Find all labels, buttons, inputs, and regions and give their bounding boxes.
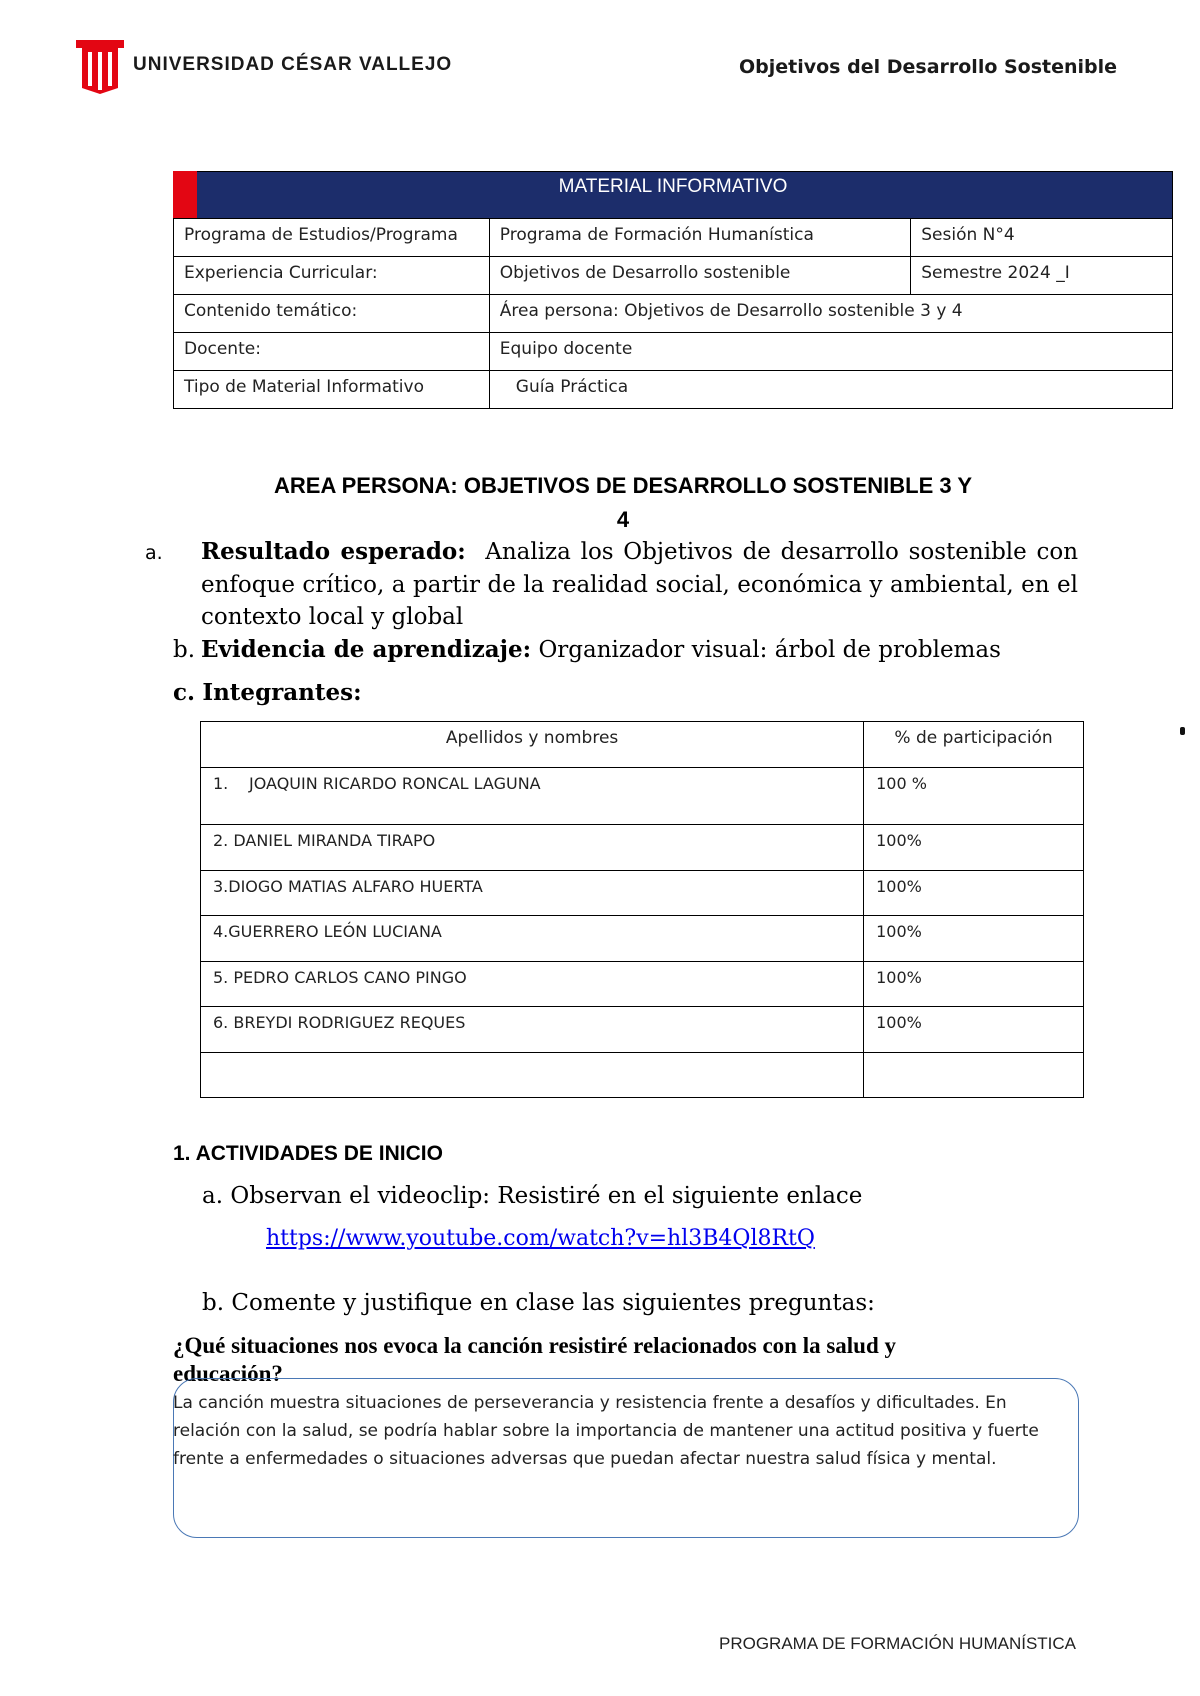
info-row xyxy=(174,333,1173,371)
item-b: b. Evidencia de aprendizaje: Organizador visual: árbol de problemas xyxy=(173,636,1001,663)
member-pct: 100% xyxy=(864,916,1084,962)
member-pct: 100 % xyxy=(864,768,1084,825)
info-label: Tipo de Material Informativo xyxy=(174,371,490,409)
info-label: Contenido temático: xyxy=(174,295,490,333)
member-pct: 100% xyxy=(864,871,1084,916)
info-row xyxy=(174,295,1173,333)
header-names: Apellidos y nombres xyxy=(201,722,864,768)
info-extra: Sesión N°4 xyxy=(911,219,1173,257)
members-header-row xyxy=(201,722,1084,768)
info-label: Programa de Estudios/Programa xyxy=(174,219,490,257)
info-table-heading: MATERIAL INFORMATIVO xyxy=(174,172,1173,219)
member-name: 2. DANIEL MIRANDA TIRAPO xyxy=(201,825,864,871)
member-name: 4.GUERRERO LEÓN LUCIANA xyxy=(201,916,864,962)
footer-text: PROGRAMA DE FORMACIÓN HUMANÍSTICA xyxy=(719,1634,1077,1653)
info-value: Equipo docente xyxy=(489,333,1172,371)
table-row xyxy=(201,916,1084,962)
member-name: 5. PEDRO CARLOS CANO PINGO xyxy=(201,962,864,1007)
info-value: Área persona: Objetivos de Desarrollo sostenible 3 y 4 xyxy=(489,295,1172,333)
activities-title: 1. ACTIVIDADES DE INICIO xyxy=(173,1142,443,1165)
member-pct: 100% xyxy=(864,1007,1084,1053)
table-row-empty xyxy=(201,1053,1084,1098)
main-title: AREA PERSONA: OBJETIVOS DE DESARROLLO SOSTENIBLE 3 Y 4 xyxy=(274,473,972,532)
info-value: Guía Práctica xyxy=(489,371,1172,409)
info-row xyxy=(174,257,1173,295)
info-table-heading-row xyxy=(174,172,1173,219)
item-a: a. Resultado esperado: Analiza los Objetivos de desarrollo sostenible con enfoque crítico, a partir de la realidad social, económica y ambiental, en el contexto local y global xyxy=(145,538,1079,630)
info-table xyxy=(173,171,1173,409)
university-logo-icon xyxy=(74,38,126,94)
info-label: Experiencia Curricular: xyxy=(174,257,490,295)
item-c: c. Integrantes: xyxy=(173,679,362,706)
stray-mark xyxy=(1180,727,1185,735)
member-pct: 100% xyxy=(864,962,1084,1007)
answer-text: La canción muestra situaciones de perseverancia y resistencia frente a desafíos y dificultades. En relación con la salud, se podría hablar sobre la importancia de mantener una actitud positiva y fuerte frente a enfermedades o situaciones adversas que puedan afectar nuestra salud física y mental. xyxy=(173,1393,1039,1469)
info-value: Objetivos de Desarrollo sostenible xyxy=(489,257,911,295)
member-pct: 100% xyxy=(864,825,1084,871)
header-participation: % de participación xyxy=(864,722,1084,768)
info-value: Programa de Formación Humanística xyxy=(489,219,911,257)
red-marker xyxy=(173,171,197,218)
info-label: Docente: xyxy=(174,333,490,371)
info-row xyxy=(174,371,1173,409)
member-name: 1. JOAQUIN RICARDO RONCAL LAGUNA xyxy=(201,768,864,825)
table-row xyxy=(201,962,1084,1007)
university-name: UNIVERSIDAD CÉSAR VALLEJO xyxy=(133,54,453,75)
activity-b: b. Comente y justifique en clase las siguientes preguntas: xyxy=(202,1290,875,1316)
table-row xyxy=(201,825,1084,871)
header-title: Objetivos del Desarrollo Sostenible xyxy=(739,56,1118,78)
question-text: ¿Qué situaciones nos evoca la canción resistiré relacionados con la salud y educación? xyxy=(173,1333,897,1386)
table-row xyxy=(201,871,1084,916)
members-table xyxy=(200,721,1084,1098)
table-row xyxy=(201,1007,1084,1053)
table-row xyxy=(201,768,1084,825)
info-row xyxy=(174,219,1173,257)
member-name: 3.DIOGO MATIAS ALFARO HUERTA xyxy=(201,871,864,916)
info-extra: Semestre 2024 _I xyxy=(911,257,1173,295)
member-name: 6. BREYDI RODRIGUEZ REQUES xyxy=(201,1007,864,1053)
youtube-link[interactable]: https://www.youtube.com/watch?v=hl3B4Ql8RtQ xyxy=(266,1226,815,1251)
activity-a: a. Observan el videoclip: Resistiré en el siguiente enlace xyxy=(202,1183,863,1209)
